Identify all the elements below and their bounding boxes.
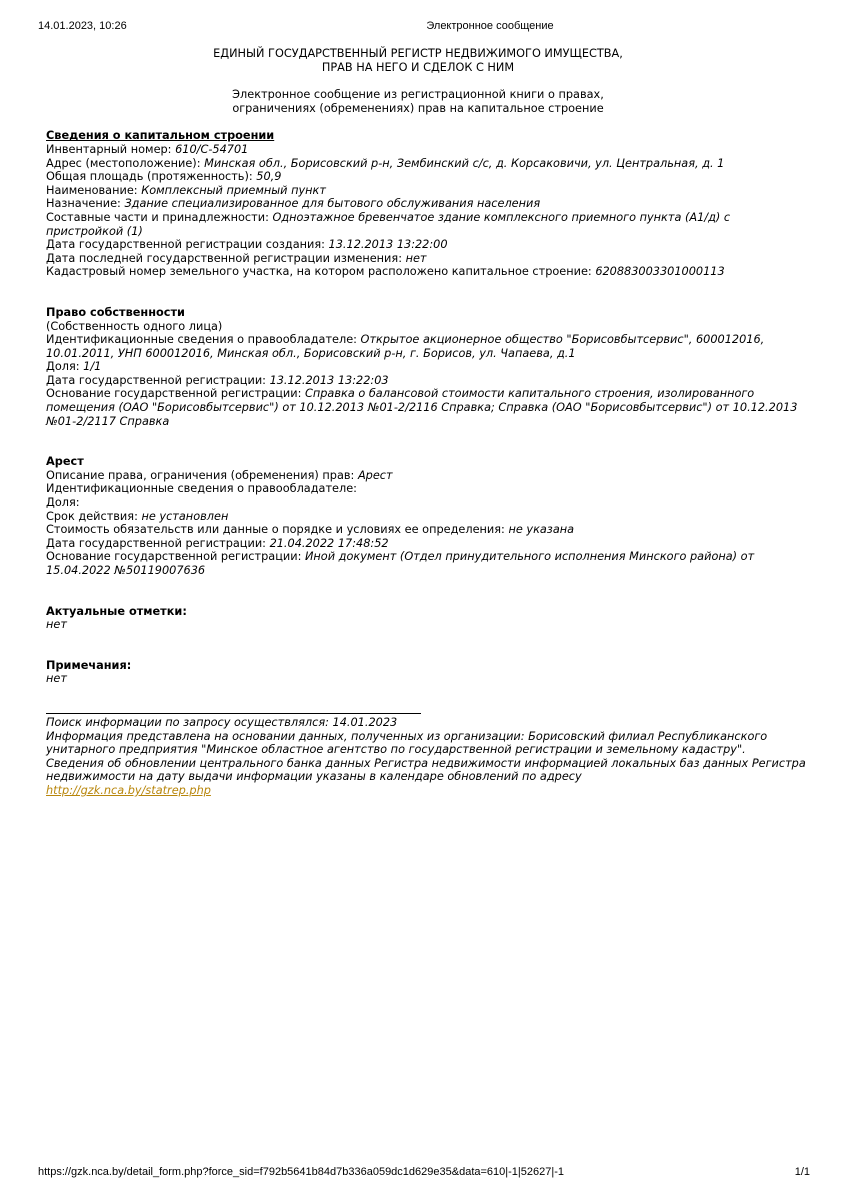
change-date-label: Дата последней государственной регистрации изменения:	[46, 251, 406, 265]
building-section	[46, 129, 806, 279]
document-footnote	[46, 716, 806, 798]
marks-section-title: Актуальные отметки:	[46, 604, 187, 618]
area-value: 50,9	[256, 170, 282, 184]
arrest-term-value: не установлен	[141, 509, 229, 523]
parts-value: Одноэтажное бревенчатое здание комплексного приемного пункта (А1/д) с пристройкой (1)	[46, 210, 731, 238]
inventory-number-label: Инвентарный номер:	[46, 142, 176, 156]
cadastre-label: Кадастровый номер земельного участка, на котором расположено капитальное строение:	[46, 265, 596, 279]
source-info-line: Информация представлена на основании данных, полученных из организации: Борисовский филиал Республиканского унитарного предприятия "Минское областное агентство по государственной регистрации и земельному кадастру".	[46, 729, 768, 757]
inventory-number-row	[46, 143, 806, 157]
ownership-holder-row	[46, 333, 806, 360]
cadastre-value: 620883003301000113	[595, 265, 725, 279]
arrest-section-title: Арест	[46, 455, 84, 469]
ownership-section	[46, 306, 806, 428]
building-section-title: Сведения о капитальном строении	[46, 129, 275, 143]
creation-date-row	[46, 238, 806, 252]
arrest-term-row	[46, 510, 806, 524]
print-header	[0, 20, 848, 34]
area-row	[46, 170, 806, 184]
print-footer	[0, 1166, 848, 1180]
purpose-label: Назначение:	[46, 197, 125, 211]
inventory-number-value: 610/C-54701	[175, 142, 249, 156]
arrest-basis-label: Основание государственной регистрации:	[46, 550, 305, 564]
ownership-type: (Собственность одного лица)	[46, 319, 223, 333]
message-subtitle-line2: ограничениях (обременениях) прав на капитальное строение	[232, 101, 604, 115]
arrest-share-label: Доля:	[46, 496, 80, 510]
message-subtitle-line1: Электронное сообщение из регистрационной книги о правах,	[232, 88, 604, 102]
update-info-line: Сведения об обновлении центрального банка данных Регистра недвижимости информацией локальных баз данных Регистра недвижимости на дату выдачи информации указаны в календаре обновлений по адресу	[46, 756, 806, 784]
change-date-row	[46, 252, 806, 266]
footer-separator	[46, 713, 421, 714]
marks-value: нет	[46, 618, 67, 632]
creation-date-value: 13.12.2013 13:22:00	[328, 238, 448, 252]
address-row	[46, 157, 806, 171]
ownership-reg-date-row	[46, 374, 806, 388]
ownership-share-label: Доля:	[46, 360, 84, 374]
statrep-link[interactable]: http://gzk.nca.by/statrep.php	[46, 783, 211, 797]
arrest-basis-row	[46, 550, 806, 577]
notes-value: нет	[46, 672, 67, 686]
registry-title-line1: ЕДИНЫЙ ГОСУДАРСТВЕННЫЙ РЕГИСТР НЕДВИЖИМОГО ИМУЩЕСТВА,	[213, 47, 623, 60]
ownership-basis-value: Справка о балансовой стоимости капитального строения, изолированного помещения (ОАО "Борисовбытсервис") от 10.12.2013 №01-2/2116 Справка; Справка (ОАО "Борисовбытсервис") от 10.12.2013 №01-2/2117 Справка	[46, 387, 798, 428]
print-url: https://gzk.nca.by/detail_form.php?force_sid=f792b5641b84d7b336a059dc1d629e35&data=610|-1|52627|-1	[38, 1166, 564, 1178]
arrest-section	[46, 455, 806, 577]
print-page-number: 1/1	[794, 1166, 810, 1178]
parts-label: Составные части и принадлежности:	[46, 210, 273, 224]
arrest-cost-value: не указана	[508, 523, 575, 537]
ownership-section-title: Право собственности	[46, 305, 185, 319]
ownership-basis-label: Основание государственной регистрации:	[46, 387, 305, 401]
change-date-value: нет	[405, 251, 427, 265]
cadastre-row	[46, 265, 806, 279]
ownership-basis-row	[46, 387, 806, 428]
document-header	[38, 47, 798, 115]
arrest-cost-row	[46, 523, 806, 537]
arrest-desc-value: Арест	[357, 468, 393, 482]
arrest-desc-row	[46, 469, 806, 483]
ownership-holder-value: Открытое акционерное общество "Борисовбытсервис", 600012016, 10.01.2011, УНП 600012016, Минская обл., Борисовский р-н, г. Борисов, ул. Чапаева, д.1	[46, 333, 765, 360]
ownership-share-row	[46, 360, 806, 374]
print-datetime: 14.01.2023, 10:26	[38, 20, 127, 32]
address-value: Минская обл., Борисовский р-н, Зембинский с/с, д. Корсаковичи, ул. Центральная, д. 1	[204, 156, 725, 170]
name-row	[46, 184, 806, 198]
ownership-reg-date-value: 13.12.2013 13:22:03	[269, 373, 389, 387]
search-date-line: Поиск информации по запросу осуществлялся: 14.01.2023	[46, 715, 398, 729]
print-doc-title: Электронное сообщение	[426, 20, 554, 32]
purpose-row	[46, 197, 806, 211]
creation-date-label: Дата государственной регистрации создания:	[46, 238, 329, 252]
arrest-reg-date-row	[46, 537, 806, 551]
registry-title-line2: ПРАВ НА НЕГО И СДЕЛОК С НИМ	[321, 60, 515, 74]
document-body	[46, 47, 806, 798]
arrest-cost-label: Стоимость обязательств или данные о порядке и условиях ее определения:	[46, 523, 509, 537]
address-label: Адрес (местоположение):	[46, 156, 205, 170]
name-label: Наименование:	[46, 183, 142, 197]
ownership-reg-date-label: Дата государственной регистрации:	[46, 373, 270, 387]
ownership-holder-label: Идентификационные сведения о правообладателе:	[46, 333, 361, 347]
arrest-reg-date-label: Дата государственной регистрации:	[46, 536, 270, 550]
arrest-term-label: Срок действия:	[46, 509, 142, 523]
notes-section	[46, 659, 806, 686]
parts-row	[46, 211, 806, 238]
name-value: Комплексный приемный пункт	[141, 183, 326, 197]
arrest-desc-label: Описание права, ограничения (обременения) прав:	[46, 468, 358, 482]
notes-section-title: Примечания:	[46, 658, 132, 672]
arrest-reg-date-value: 21.04.2022 17:48:52	[269, 536, 389, 550]
purpose-value: Здание специализированное для бытового обслуживания населения	[124, 197, 541, 211]
marks-section	[46, 605, 806, 632]
arrest-holder-label: Идентификационные сведения о правообладателе:	[46, 482, 357, 496]
ownership-share-value: 1/1	[83, 360, 102, 374]
arrest-basis-value: Иной документ (Отдел принудительного исполнения Минского района) от 15.04.2022 №50119007636	[46, 550, 755, 577]
area-label: Общая площадь (протяженность):	[46, 170, 257, 184]
